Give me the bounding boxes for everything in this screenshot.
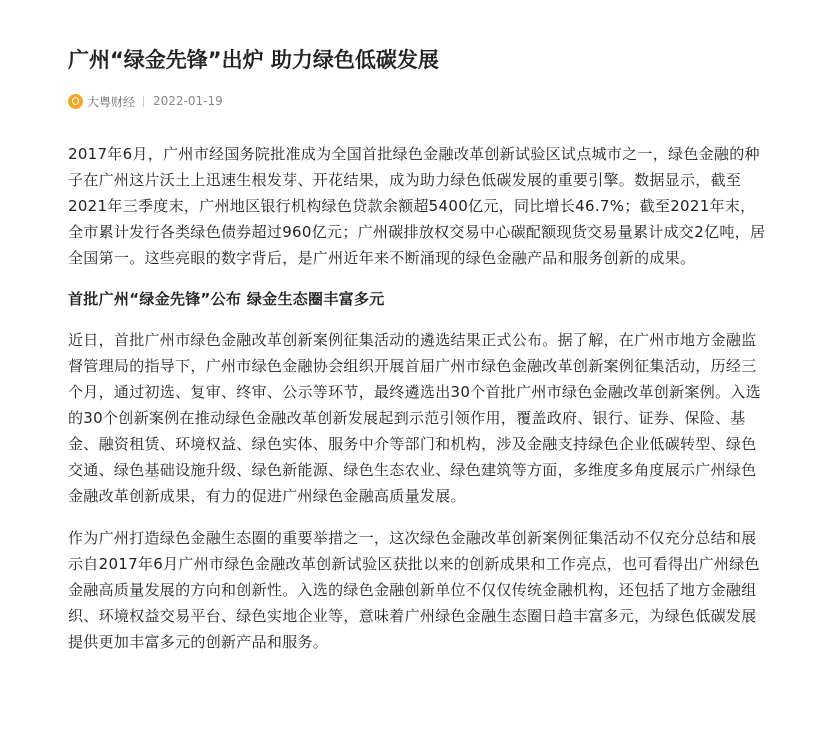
article-meta: [68, 92, 223, 110]
section-heading: 首批广州“绿金先锋”公布 绿金生态圈丰富多元: [68, 290, 385, 308]
article-body: [68, 141, 768, 655]
paragraph-2: 近日，首批广州市绿色金融改革创新案例征集活动的遴选结果正式公布。据了解，在广州市地方金融监督管理局的指导下，广州市绿色金融协会组织开展首届广州市绿色金融改革创新案例征集活动，历经三个月，通过初选、复审、终审、公示等环节，最终遴选出30个首批广州市绿色金融改革创新案例。入选的30个创新案例在推动绿色金融改革创新发展起到示范引领作用，覆盖政府、银行、证券、保险、基金、融资租赁、环境权益、绿色实体、服务中介等部门和机构，涉及金融支持绿色企业低碳转型、绿色交通、绿色基础设施升级、绿色新能源、绿色生态农业、绿色建筑等方面，多维度多角度展示广州绿色金融改革创新成果，有力的促进广州绿色金融高质量发展。: [68, 331, 761, 505]
paragraph-3: 作为广州打造绿色金融生态圈的重要举措之一，这次绿色金融改革创新案例征集活动不仅充分总结和展示自2017年6月广州市绿色金融改革创新试验区获批以来的创新成果和工作亮点，也可看得出广州绿色金融高质量发展的方向和创新性。入选的绿色金融创新单位不仅仅传统金融机构，还包括了地方金融组织、环境权益交易平台、绿色实地企业等，意味着广州绿色金融生态圈日趋丰富多元，为绿色低碳发展提供更加丰富多元的创新产品和服务。: [68, 529, 760, 651]
publish-date: 2022-01-19: [153, 94, 223, 108]
source-name[interactable]: 大粤财经: [87, 94, 136, 109]
article-title: 广州“绿金先锋”出炉 助力绿色低碳发展: [68, 48, 439, 72]
meta-divider: [143, 96, 144, 107]
source-logo-icon: [68, 94, 83, 109]
paragraph-1: 2017年6月，广州市经国务院批准成为全国首批绿色金融改革创新试验区试点城市之一，绿色金融的种子在广州这片沃土上迅速生根发芽、开花结果，成为助力绿色低碳发展的重要引擎。数据显示，截至2021年三季度末，广州地区银行机构绿色贷款余额超5400亿元，同比增长46.7%；截至2021年末，全市累计发行各类绿色债券超过960亿元；广州碳排放权交易中心碳配额现货交易量累计成交2亿吨，居全国第一。这些亮眼的数字背后，是广州近年来不断涌现的绿色金融产品和服务创新的成果。: [68, 145, 766, 267]
